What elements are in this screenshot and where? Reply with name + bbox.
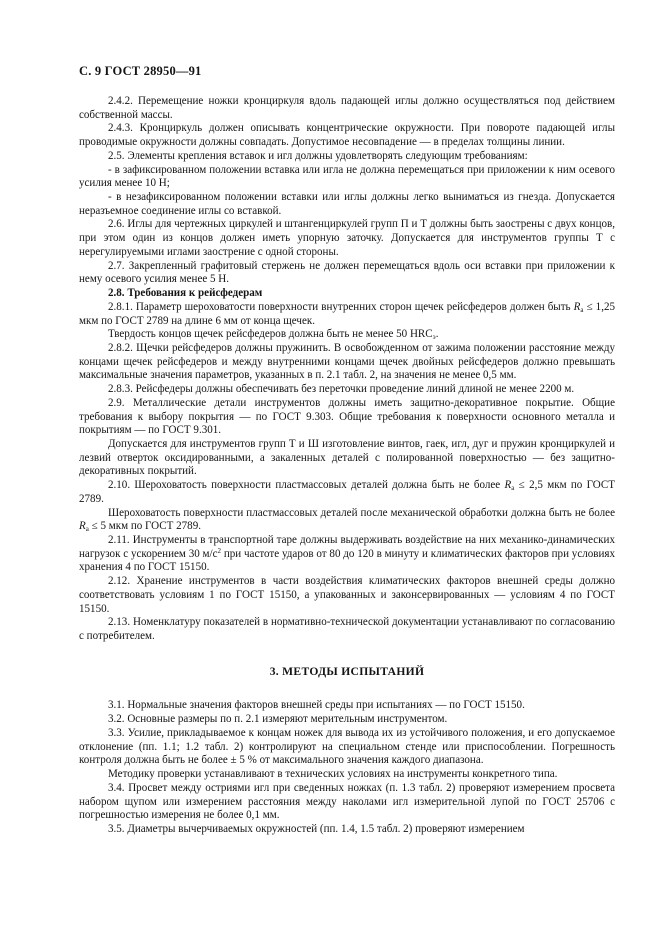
paragraph: 2.8.2. Щечки рейсфедеров должны пружинить. В освобожденном от зажима положении расстояние между концами щечек рейсфедеров и между внутренними концами щечек двойных рейсфедеров должно превышать максимальные значения параметров, указанных в п. 2.1 табл. 2, на значения не менее 0,5 мм. bbox=[79, 341, 615, 382]
superscript: 2 bbox=[217, 546, 222, 555]
paragraph: 3.5. Диаметры вычерчиваемых окружностей (пп. 1.4, 1.5 табл. 2) проверяют измерением bbox=[108, 822, 525, 835]
text-run: . bbox=[435, 328, 439, 341]
paragraph: 3.1. Нормальные значения факторов внешней среды при испытаниях — по ГОСТ 15150. bbox=[108, 699, 525, 712]
paragraph bbox=[79, 534, 615, 575]
paragraph: 3.3. Усилие, прикладываемое к концам ножек для вывода их из устойчивого положения, и его допускаемое отклонение (пп. 1.1; 1.2 табл. 2) контролируют на специальном стенде или приспособлении. Погрешность контроля должна быть не более ± 5 % от максимального значения каждого диапазона. bbox=[79, 726, 615, 767]
text-run: Шероховатость поверхности пластмассовых деталей после механической обработки должна быть не более bbox=[108, 506, 615, 519]
paragraph: 2.4.3. Кронциркуль должен описывать концентрические окружности. При повороте падающей иглы проводимые окружности должны совпадать. Допустимое несовпадение — в пределах толщины линии. bbox=[79, 122, 615, 149]
paragraph: 2.9. Металлические детали инструментов должны иметь защитно-декоративное покрытие. Общие требования к выбору покрытия — по ГОСТ 9.303. Общие требования к поверхности основного металла и покрытиям — по ГОСТ 9.301. bbox=[79, 396, 615, 437]
paragraph: 2.8.3. Рейсфедеры должны обеспечивать без переточки проведение линий длиной не менее 2200 м. bbox=[108, 383, 575, 396]
subscript: э bbox=[432, 333, 436, 342]
paragraph: Методику проверки устанавливают в технических условиях на инструменты конкретного типа. bbox=[108, 768, 558, 781]
paragraph: Допускается для инструментов групп Т и Ш изготовление винтов, гаек, игл, дуг и пружин кронциркулей и лезвий отверток оксидированными, а закаленных деталей с полированной поверхностью — без защитно-декоративных покрытий. bbox=[79, 437, 615, 478]
paragraph: - в незафиксированном положении вставки или иглы должны легко выниматься из гнезда. Допускается неразъемное соединение иглы со вставкой. bbox=[79, 191, 615, 217]
text-run: 2.10. Шероховатость поверхности пластмассовых деталей должна быть не более bbox=[108, 479, 505, 492]
text-run: ≤ 1,25 мкм по ГОСТ 2789 на длине 6 мм от конца щечек. bbox=[79, 300, 616, 327]
paragraph: 2.8. Требования к рейсфедерам bbox=[108, 287, 263, 300]
text-run: ≤ 2,5 мкм по ГОСТ 2789. bbox=[79, 479, 615, 505]
text-run: Твердость концов щечек рейсфедеров должна быть не менее 50 HRC bbox=[108, 328, 433, 341]
document-body bbox=[79, 95, 615, 837]
paragraph: 3.2. Основные размеры по п. 2.1 измеряют мерительным инструментом. bbox=[108, 713, 448, 726]
roughness-symbol: R bbox=[573, 300, 581, 313]
paragraph: 2.4.2. Перемещение ножки кронциркуля вдоль падающей иглы должно осуществляться под действием собственной массы. bbox=[79, 95, 615, 121]
text-run: 2.11. Инструменты в транспортной таре должны выдерживать воздействие на них механико-динамических нагрузок с ускорением 30 м/с bbox=[79, 534, 615, 560]
subscript: a bbox=[511, 484, 515, 493]
paragraph: 2.6. Иглы для чертежных циркулей и штангенциркулей групп П и Т должны быть заострены с двух концов, при этом один из концов должен иметь упорную заточку. Допускается для инструментов группы Т с нерегулируемыми иглами заострение с одной стороны. bbox=[79, 218, 615, 258]
roughness-symbol: R bbox=[79, 520, 86, 533]
section-2-continued bbox=[79, 95, 615, 644]
page-header: С. 9 ГОСТ 28950—91 bbox=[79, 64, 202, 78]
text-run: 2.8.1. Параметр шероховатости поверхности внутренних сторон щечек рейсфедеров должен быть bbox=[108, 300, 574, 313]
paragraph bbox=[79, 479, 615, 506]
paragraph bbox=[79, 301, 615, 328]
paragraph: 3.4. Просвет между остриями игл при сведенных ножках (п. 1.3 табл. 2) проверяют измерением просвета набором щупом или измерением расстояния между наколами игл измерительной лупой по ГОСТ 25706 с погрешностью измерения не более 0,1 мм. bbox=[79, 781, 615, 822]
paragraph bbox=[79, 507, 615, 534]
paragraph: 2.13. Номенклатуру показателей в нормативно-технической документации устанавливают по согласованию с потребителем. bbox=[79, 616, 615, 643]
paragraph bbox=[79, 328, 615, 342]
text-run: ≤ 5 мкм по ГОСТ 2789. bbox=[88, 520, 201, 533]
section-title: 3. МЕТОДЫ ИСПЫТАНИЙ bbox=[269, 664, 425, 678]
subscript: a bbox=[85, 525, 89, 534]
paragraph: 2.7. Закрепленный графитовый стержень не должен перемещаться вдоль оси вставки при приложении к нему осевого усилия менее 5 Н. bbox=[79, 259, 615, 286]
paragraph: 2.12. Хранение инструментов в части воздействия климатических факторов внешней среды должно соответствовать условиям 1 по ГОСТ 15150, а упакованных и законсервированных — условиям 4 по ГОСТ 15150. bbox=[79, 575, 615, 615]
paragraph: 2.5. Элементы крепления вставок и игл должны удовлетворять следующим требованиям: bbox=[108, 149, 528, 162]
section-3-test-methods bbox=[79, 699, 615, 836]
text-run: при частоте ударов от 80 до 120 в минуту и климатических факторов при условиях хранения 4 по ГОСТ 15150. bbox=[79, 547, 615, 574]
roughness-symbol: R bbox=[504, 479, 512, 492]
subscript: a bbox=[580, 305, 584, 314]
paragraph: - в зафиксированном положении вставка или игла не должна перемещаться при приложении к ним осевого усилия менее 10 Н; bbox=[79, 163, 615, 190]
